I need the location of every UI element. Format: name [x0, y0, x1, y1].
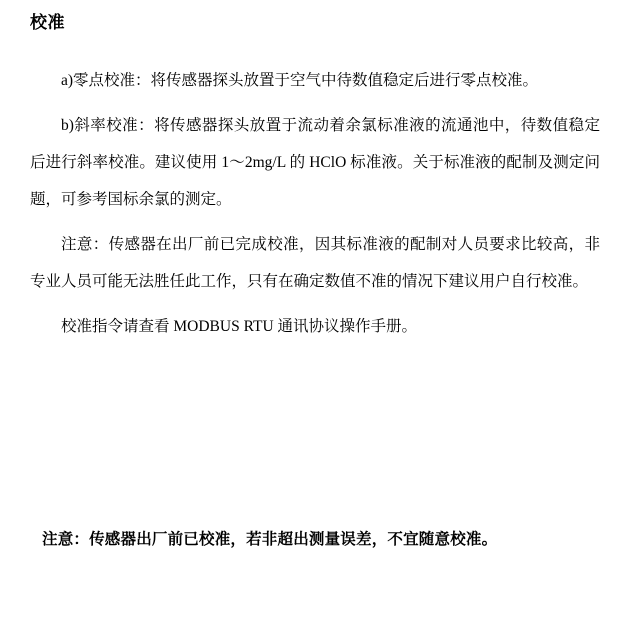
document-body: [30, 62, 600, 345]
paragraph-command-reference: 校准指令请查看 MODBUS RTU 通讯协议操作手册。: [61, 318, 418, 335]
paragraph-slope-calibration: b)斜率校准：将传感器探头放置于流动着余氯标准液的流通池中，待数值稳定后进行斜率校准。建议使用 1～2mg/L 的 HClO 标准液。关于标准液的配制及测定问题，可参考国标余氯的测定。: [30, 117, 600, 208]
paragraph-attention: 注意：传感器在出厂前已完成校准，因其标准液的配制对人员要求比较高，非专业人员可能无法胜任此工作，只有在确定数值不准的情况下建议用户自行校准。: [30, 236, 600, 290]
paragraph-zero-calibration: a)零点校准：将传感器探头放置于空气中待数值稳定后进行零点校准。: [61, 72, 539, 89]
page-title: 校准: [30, 13, 65, 33]
notice-bold-warning: 注意：传感器出厂前已校准，若非超出测量误差，不宜随意校准。: [42, 530, 498, 548]
